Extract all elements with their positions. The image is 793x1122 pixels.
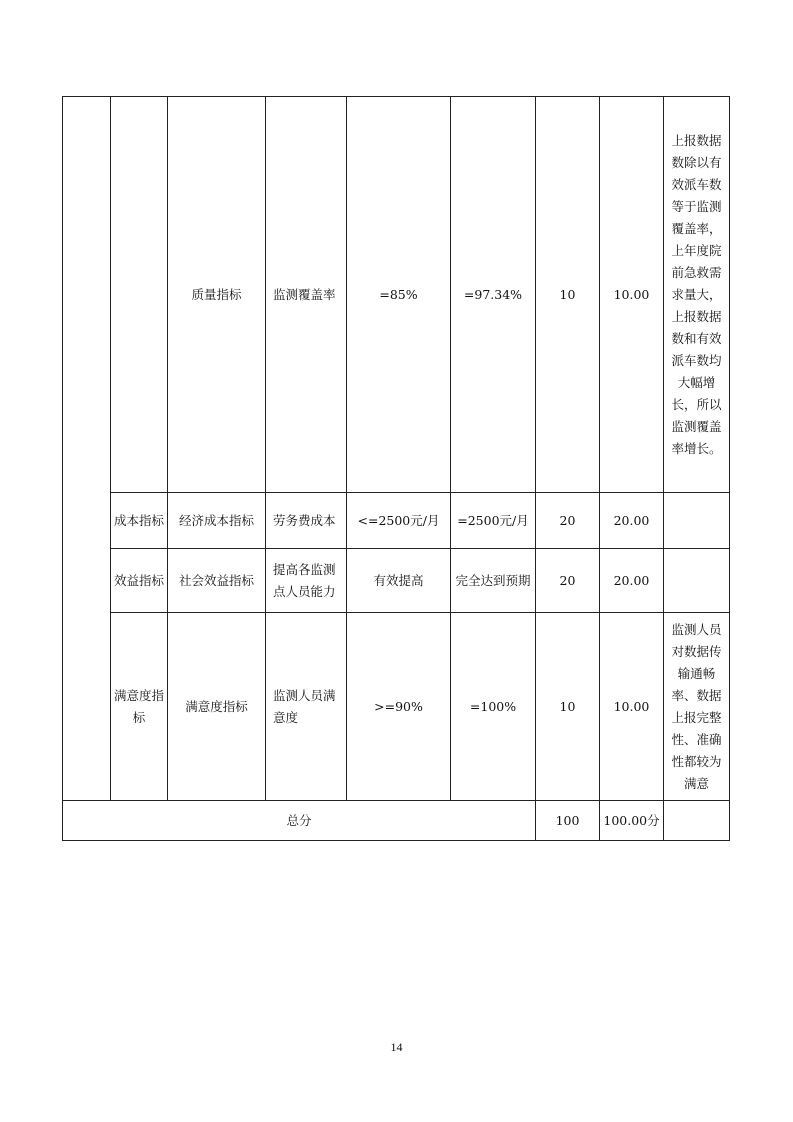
actual-cell: =100% <box>451 613 536 801</box>
note-cell: 上报数据数除以有效派车数等于监测覆盖率，上年度院前急救需求量大，上报数据数和有效派车数均大幅增长，所以监测覆盖率增长。 <box>664 97 730 493</box>
category-cell <box>111 97 168 493</box>
actual-cell: 完全达到预期 <box>451 549 536 613</box>
table-row-satisfaction <box>63 613 730 801</box>
weight-cell: 10 <box>536 97 600 493</box>
level1-cell <box>63 97 111 801</box>
total-note-cell <box>664 801 730 841</box>
target-cell: 有效提高 <box>347 549 451 613</box>
sub-indicator-cell: 质量指标 <box>168 97 266 493</box>
score-cell: 20.00 <box>600 493 664 549</box>
total-label-cell: 总分 <box>63 801 536 841</box>
sub-indicator-cell: 经济成本指标 <box>168 493 266 549</box>
score-cell: 10.00 <box>600 97 664 493</box>
note-cell: 监测人员对数据传输通畅率、数据上报完整性、准确性都较为满意 <box>664 613 730 801</box>
actual-cell: =97.34% <box>451 97 536 493</box>
table-row-quality <box>63 97 730 493</box>
table-row-benefit <box>63 549 730 613</box>
actual-cell: =2500元/月 <box>451 493 536 549</box>
indicator-cell: 劳务费成本 <box>266 493 347 549</box>
table-row-cost <box>63 493 730 549</box>
total-weight-cell: 100 <box>536 801 600 841</box>
weight-cell: 20 <box>536 549 600 613</box>
sub-indicator-cell: 社会效益指标 <box>168 549 266 613</box>
weight-cell: 20 <box>536 493 600 549</box>
category-cell: 效益指标 <box>111 549 168 613</box>
category-cell: 成本指标 <box>111 493 168 549</box>
note-cell <box>664 493 730 549</box>
performance-table <box>62 96 730 841</box>
target-cell: <=2500元/月 <box>347 493 451 549</box>
score-cell: 20.00 <box>600 549 664 613</box>
target-cell: >=90% <box>347 613 451 801</box>
score-cell: 10.00 <box>600 613 664 801</box>
indicator-cell: 监测人员满意度 <box>266 613 347 801</box>
weight-cell: 10 <box>536 613 600 801</box>
note-cell <box>664 549 730 613</box>
total-score-cell: 100.00分 <box>600 801 664 841</box>
table-row-total <box>63 801 730 841</box>
sub-indicator-cell: 满意度指标 <box>168 613 266 801</box>
indicator-cell: 监测覆盖率 <box>266 97 347 493</box>
indicator-cell: 提高各监测点人员能力 <box>266 549 347 613</box>
target-cell: =85% <box>347 97 451 493</box>
category-cell: 满意度指标 <box>111 613 168 801</box>
page-number: 14 <box>390 1040 403 1054</box>
